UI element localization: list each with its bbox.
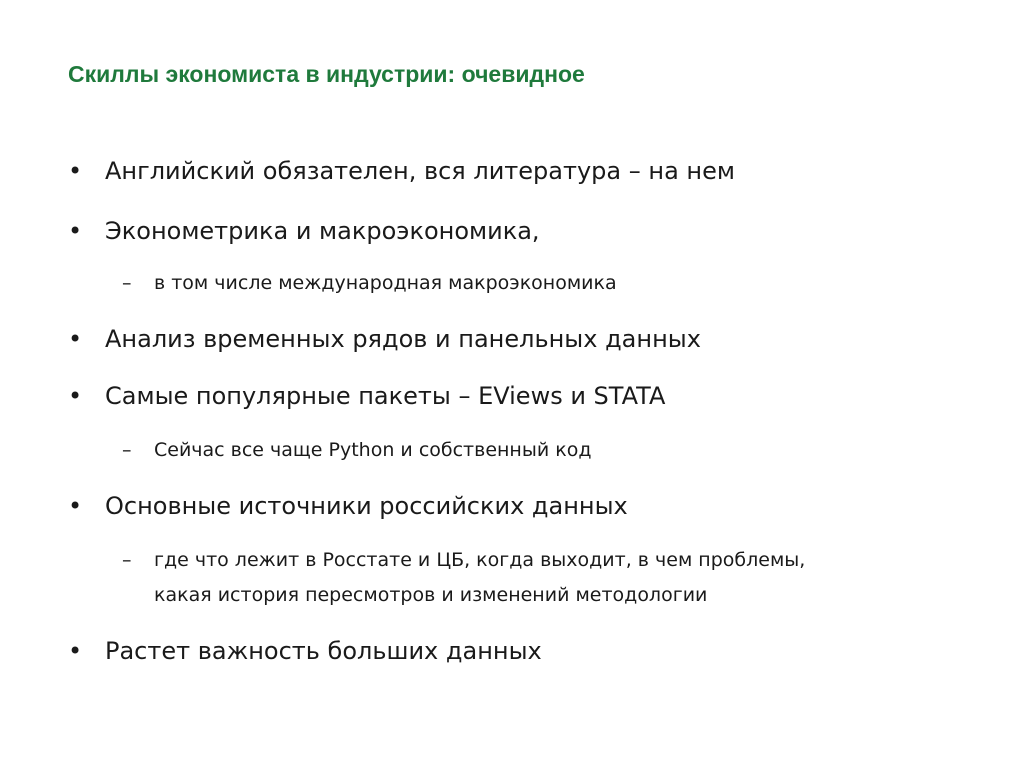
bullet-marker: • [68,382,83,410]
bullet-item [68,321,968,357]
sub-bullet-item [122,435,972,465]
sub-bullet-text: в том числе международная макроэкономика [154,272,617,294]
bullet-text: Эконометрика и макроэкономика, [105,217,540,245]
sub-bullet-marker: – [122,439,132,461]
bullet-marker: • [68,157,83,185]
bullet-text: Анализ временных рядов и панельных данных [105,325,701,353]
bullet-item [68,633,968,669]
bullet-item [68,488,968,524]
sub-bullet-text: Сейчас все чаще Python и собственный код [154,439,592,461]
sub-bullet-text: какая история пересмотров и изменений методологии [154,584,708,606]
slide-title: Скиллы экономиста в индустрии: очевидное [68,61,585,87]
bullet-text: Основные источники российских данных [105,492,628,520]
bullet-item [68,213,968,249]
sub-bullet-item [122,545,972,575]
sub-bullet-item [122,268,972,298]
bullet-text: Английский обязателен, вся литература – на нем [105,157,735,185]
sub-bullet-marker: – [122,549,132,571]
bullet-item [68,153,968,189]
bullet-marker: • [68,325,83,353]
bullet-text: Растет важность больших данных [105,637,542,665]
bullet-text: Самые популярные пакеты – EViews и STATA [105,382,666,410]
bullet-marker: • [68,492,83,520]
bullet-marker: • [68,217,83,245]
bullet-item [68,378,968,414]
bullet-marker: • [68,637,83,665]
sub-bullet-continuation [122,580,972,610]
sub-bullet-text: где что лежит в Росстате и ЦБ, когда выходит, в чем проблемы, [154,549,806,571]
sub-bullet-marker: – [122,272,132,294]
